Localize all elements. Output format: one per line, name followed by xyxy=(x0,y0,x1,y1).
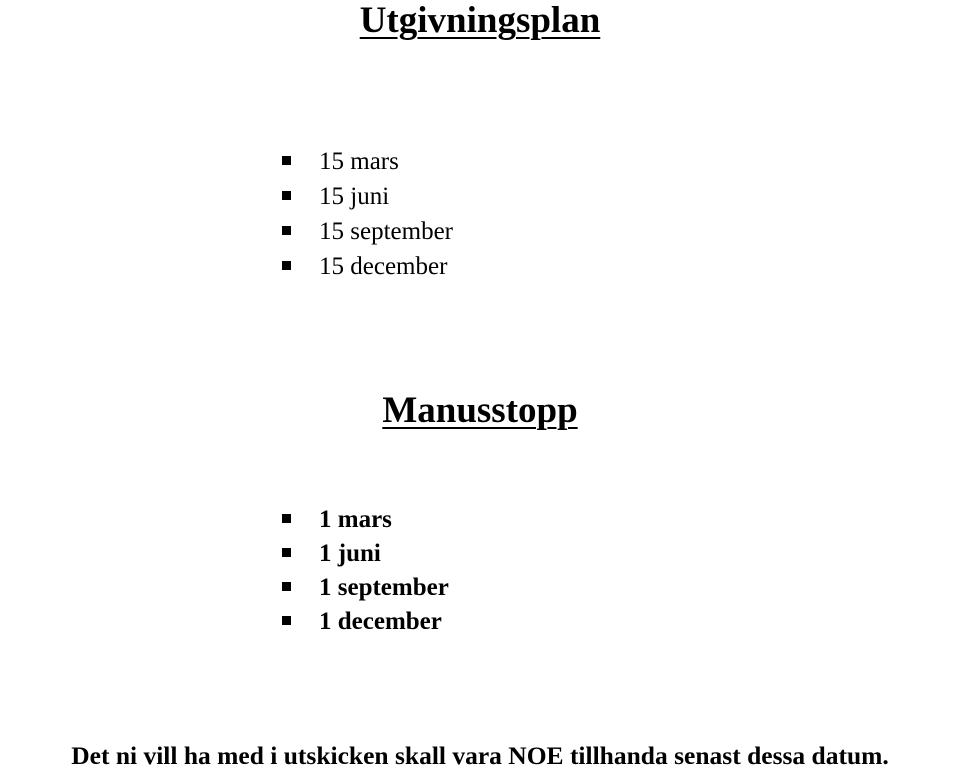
list-item-label: 15 mars xyxy=(319,148,399,175)
square-bullet-icon xyxy=(282,156,291,165)
page-title: Utgivningsplan xyxy=(359,0,601,41)
square-bullet-icon xyxy=(282,582,291,591)
deadline-dates-list xyxy=(282,505,449,641)
list-item-label: 1 december xyxy=(319,608,442,635)
square-bullet-icon xyxy=(282,226,291,235)
square-bullet-icon xyxy=(282,261,291,270)
list-item xyxy=(282,182,453,217)
list-item xyxy=(282,539,449,573)
footer-note: Det ni vill ha med i utskicken skall vara NOE tillhanda senast dessa datum. xyxy=(71,741,889,770)
list-item xyxy=(282,573,449,607)
section-heading-manusstopp: Manusstopp xyxy=(382,390,578,431)
list-item xyxy=(282,505,449,539)
list-item xyxy=(282,217,453,252)
square-bullet-icon xyxy=(282,616,291,625)
square-bullet-icon xyxy=(282,548,291,557)
square-bullet-icon xyxy=(282,514,291,523)
release-dates-list xyxy=(282,147,453,287)
list-item xyxy=(282,147,453,182)
list-item xyxy=(282,607,449,641)
list-item xyxy=(282,252,453,287)
square-bullet-icon xyxy=(282,191,291,200)
list-item-label: 15 december xyxy=(319,253,448,280)
list-item-label: 15 september xyxy=(319,218,453,245)
list-item-label: 1 juni xyxy=(319,540,381,567)
list-item-label: 15 juni xyxy=(319,183,390,210)
list-item-label: 1 mars xyxy=(319,506,392,533)
list-item-label: 1 september xyxy=(319,574,449,601)
